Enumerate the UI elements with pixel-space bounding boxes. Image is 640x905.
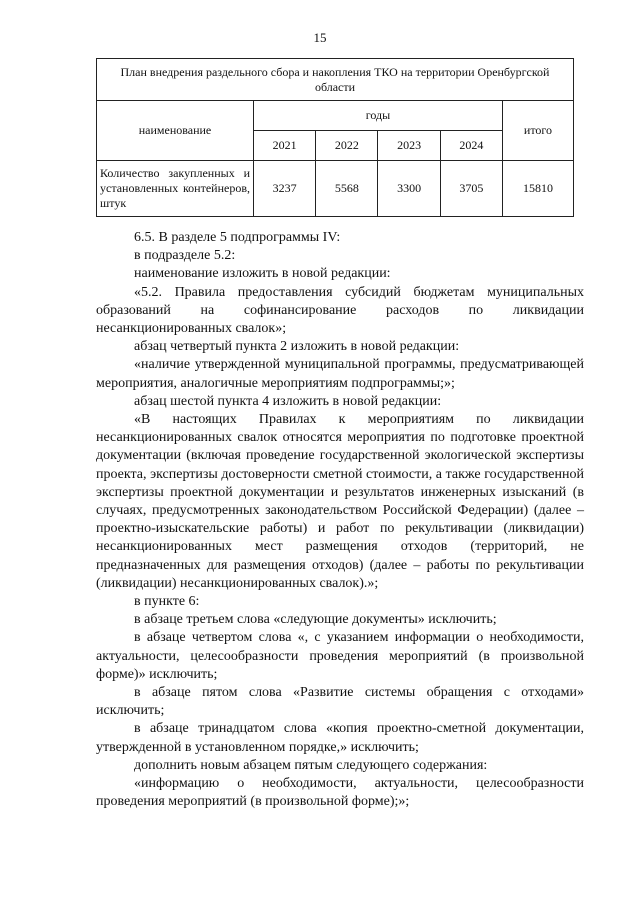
column-header-years: годы (254, 101, 503, 131)
paragraph: «В настоящих Правилах к мероприятиям по ликвидации несанкционированных свалок относятся мероприятия по подготовке проектной документации (включая проведение государственной экологической экспертизы проекта, экспертизы достоверности сметной стоимости, а также государственной экспертизы проектной документации и результатов инженерных изысканий (в случаях, предусмотренных законодательством Российской Федерации) (далее – проектно-изыскательские работы) и работ по рекультивации (ликвидации) несанкционированных мест размещения отходов (территорий, не предназначенных для размещения отходов) (далее – работы по рекультивации (ликвидации) несанкционированных свалок).»; (96, 412, 584, 591)
row-value-2021: 3237 (254, 161, 316, 217)
page-number: 15 (313, 30, 327, 45)
paragraph: «5.2. Правила предоставления субсидий бюджетам муниципальных образований на софинансирование расходов по ликвидации несанкционированных свалок»; (96, 284, 584, 337)
row-total: 15810 (503, 161, 574, 217)
row-value-2022: 5568 (316, 161, 378, 217)
paragraph: абзац четвертый пункта 2 изложить в новой редакции: (134, 339, 460, 355)
paragraph: в абзаце тринадцатом слова «копия проектно-сметной документации, утвержденной в установленном порядке,» исключить; (96, 721, 584, 755)
paragraph: «наличие утвержденной муниципальной программы, предусматривающей мероприятия, аналогичные мероприятиям подпрограммы;»; (96, 357, 584, 391)
row-value-2024: 3705 (440, 161, 502, 217)
year-header: 2021 (254, 131, 316, 161)
paragraph: наименование изложить в новой редакции: (134, 266, 391, 282)
paragraph: дополнить новым абзацем пятым следующего содержания: (134, 757, 488, 773)
implementation-plan-table (96, 58, 574, 217)
paragraph: в абзаце четвертом слова «, с указанием информации о необходимости, актуальности, целесообразности проведения мероприятий (в произвольной форме)» исключить; (96, 630, 584, 682)
table-row (97, 161, 574, 217)
paragraph: в подразделе 5.2: (134, 248, 236, 264)
row-name: Количество закупленных и установленных контейнеров, штук (97, 161, 254, 217)
row-value-2023: 3300 (378, 161, 440, 217)
paragraph: в абзаце пятом слова «Развитие системы обращения с отходами» исключить; (96, 685, 584, 719)
paragraph: абзац шестой пункта 4 изложить в новой редакции: (134, 393, 442, 409)
year-header: 2024 (440, 131, 502, 161)
paragraph: «информацию о необходимости, актуальности, целесообразности проведения мероприятий (в произвольной форме);»; (96, 776, 584, 810)
year-header: 2022 (316, 131, 378, 161)
paragraph: в абзаце третьем слова «следующие документы» исключить; (134, 612, 497, 628)
section-heading: 6.5. В разделе 5 подпрограммы IV: (134, 230, 341, 245)
paragraph: в пункте 6: (134, 594, 200, 610)
year-header: 2023 (378, 131, 440, 161)
column-header-total: итого (503, 101, 574, 161)
column-header-name: наименование (97, 101, 254, 161)
document-body (96, 229, 584, 812)
table-title: План внедрения раздельного сбора и накопления ТКО на территории Оренбургской области (97, 59, 574, 101)
